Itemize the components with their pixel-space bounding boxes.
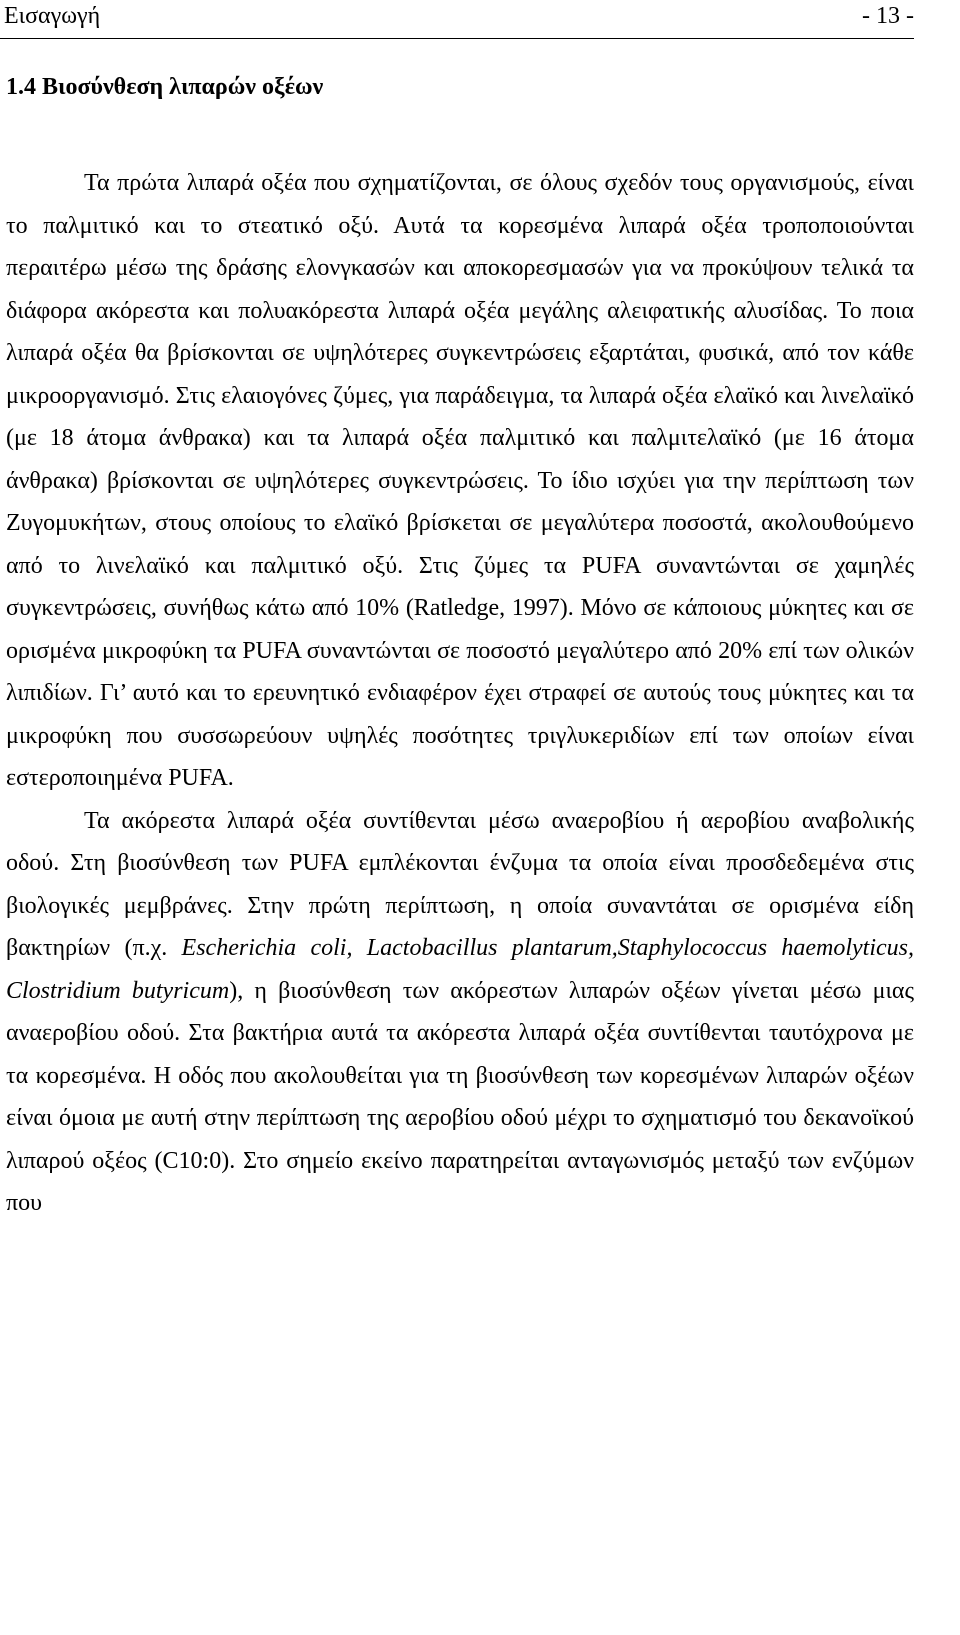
section-heading: 1.4 Βιοσύνθεση λιπαρών οξέων: [6, 74, 324, 100]
chapter-title: Εισαγωγή: [4, 3, 101, 29]
species-names: Escherichia coli, Lactobacillus plantarum,Staphylococcus haemolyticus, Clostridium butyricum: [6, 935, 914, 1004]
page-number: - 13 -: [862, 3, 914, 29]
page-header: [0, 0, 914, 39]
paragraph: [6, 800, 914, 1225]
text-segment: ), η βιοσύνθεση των ακόρεστων λιπαρών οξέων γίνεται μέσω μιας αναεροβίου οδού. Στα βακτήρια αυτά τα ακόρεστα λιπαρά οξέα συντίθενται ταυτόχρονα με τα κορεσμένα. Η οδός που ακολουθείται για τη βιοσύνθεση των κορεσμένων λιπαρών οξέων είναι όμοια με αυτή στην περίπτωση της αεροβίου οδού μέχρι το σχηματισμό του δεκανοϊκού λιπαρού οξέος (C10:0). Στο σημείο εκείνο παρατηρείται ανταγωνισμός μεταξύ των ενζύμων που: [6, 977, 914, 1216]
paragraph: [6, 162, 914, 800]
body-text: [6, 162, 914, 1225]
text-segment: Τα ακόρεστα λιπαρά οξέα συντίθενται μέσω αναεροβίου ή αεροβίου αναβολικής οδού. Στη βιοσύνθεση των PUFA εμπλέκονται ένζυμα τα οποία είναι προσδεδεμένα στις βιολογικές μεμβράνες. Στην πρώτη περίπτωση, η οποία συναντάται σε ορισμένα είδη βακτηρίων (π.χ.: [6, 807, 914, 961]
text-segment: Τα πρώτα λιπαρά οξέα που σχηματίζονται, σε όλους σχεδόν τους οργανισμούς, είναι το παλμιτικό και το στεατικό οξύ. Αυτά τα κορεσμένα λιπαρά οξέα τροποποιούνται περαιτέρω μέσω της δράσης ελονγκασών και αποκορεσμασών για να προκύψουν τελικά τα διάφορα ακόρεστα και πολυακόρεστα λιπαρά οξέα μεγάλης αλειφατικής αλυσίδας. Το ποια λιπαρά οξέα θα βρίσκονται σε υψηλότερες συγκεντρώσεις εξαρτάται, φυσικά, από τον κάθε μικροοργανισμό. Στις ελαιογόνες ζύμες, για παράδειγμα, τα λιπαρά οξέα ελαϊκό και λινελαϊκό (με 18 άτομα άνθρακα) και τα λιπαρά οξέα παλμιτικό και παλμιτελαϊκό (με 16 άτομα άνθρακα) βρίσκονται σε υψηλότερες συγκεντρώσεις. Το ίδιο ισχύει για την περίπτωση των Ζυγομυκήτων, στους οποίους το ελαϊκό βρίσκεται σε μεγαλύτερα ποσοστά, ακολουθούμενο από το λινελαϊκό και παλμιτικό οξύ. Στις ζύμες τα PUFA συναντώνται σε χαμηλές συγκεντρώσεις, συνήθως κάτω από 10% (Ratledge, 1997). Μόνο σε κάποιους μύκητες και σε ορισμένα μικροφύκη τα PUFA συναντώνται σε ποσοστό μεγαλύτερο από 20% επί των ολικών λιπιδίων. Γι’ αυτό και το ερευνητικό ενδιαφέρον έχει στραφεί σε αυτούς τους μύκητες και τα μικροφύκη που συσσωρεύουν υψηλές ποσότητες τριγλυκεριδίων επί των οποίων είναι εστεροποιημένα PUFA.: [6, 170, 914, 791]
